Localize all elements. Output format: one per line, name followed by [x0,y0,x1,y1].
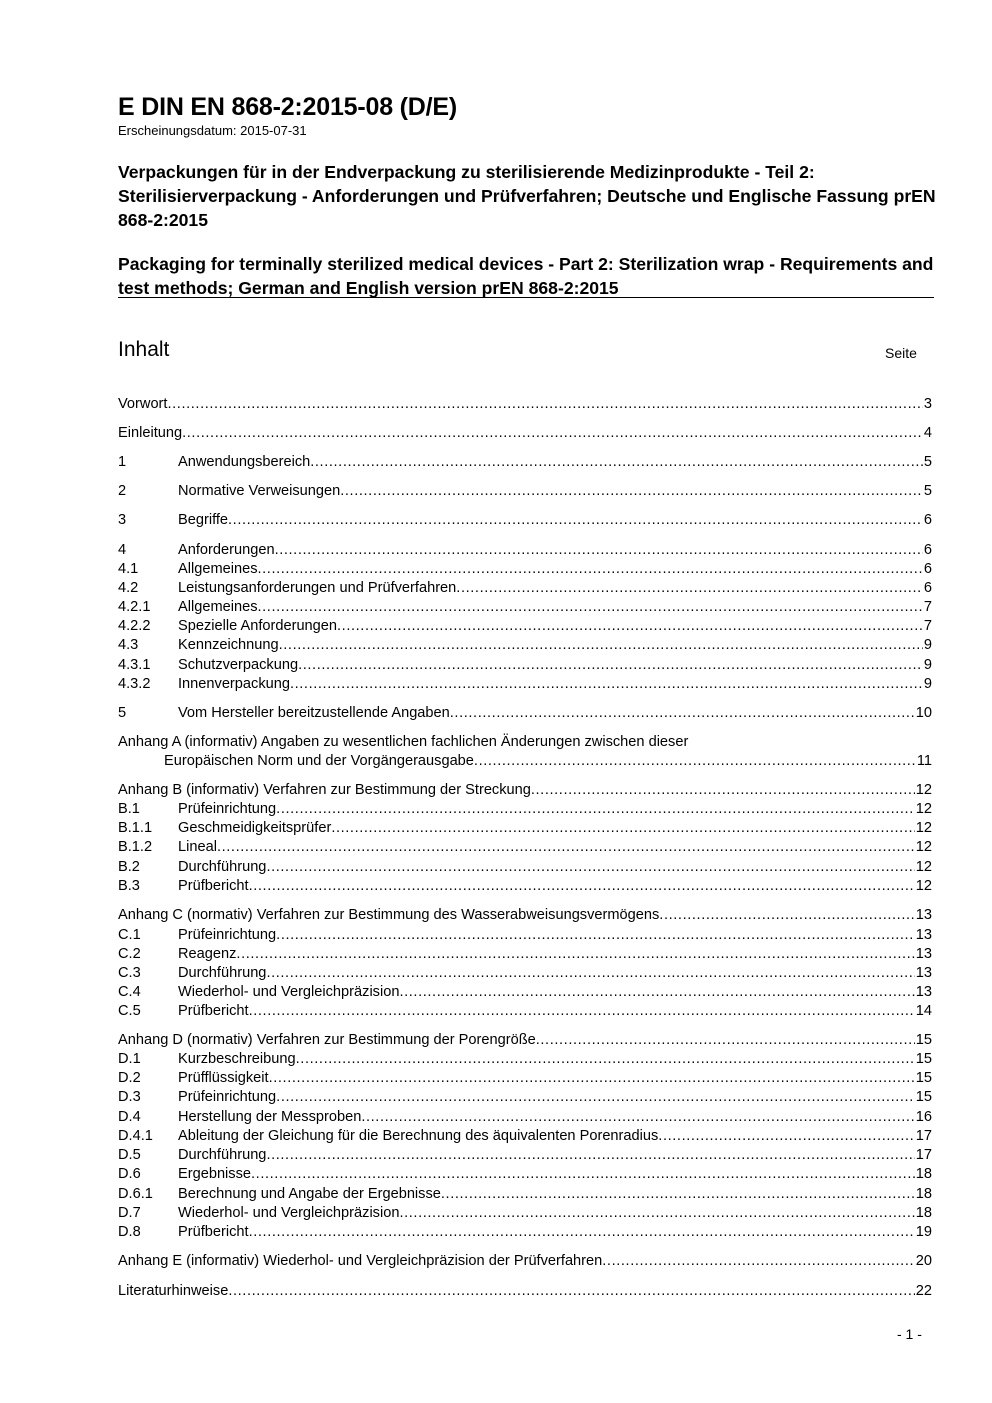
toc-entry[interactable] [118,579,932,598]
toc-entry[interactable] [118,424,932,443]
toc-entry[interactable] [118,906,932,925]
toc-entry[interactable] [118,1031,932,1050]
toc-entry-page: 13 [915,965,932,981]
toc-dot-leader [276,926,915,945]
toc-entry-page: 6 [923,580,932,596]
toc-entry-number: C.4 [118,984,141,1000]
toc-dot-leader [361,1108,914,1127]
toc-entry-title: Innenverpackung [178,676,290,692]
toc-entry-page: 12 [915,820,932,836]
toc-entry-number: B.1.2 [118,839,153,855]
toc-entry[interactable] [118,1069,932,1088]
toc-entry-title: Prüfbericht [178,1224,249,1240]
toc-dot-leader [228,1282,914,1301]
toc-entry[interactable] [118,1108,932,1127]
toc-entry-page: 9 [923,676,932,692]
toc-entry-number: D.6.1 [118,1186,153,1202]
toc-entry-title: Begriffe [178,512,229,528]
toc-entry-page: 13 [915,927,932,943]
toc-entry-page: 13 [915,946,932,962]
toc-entry-title-continued: Europäischen Norm und der Vorgängerausgabe [164,753,474,769]
toc-dot-leader [298,656,923,675]
toc-entry-page: 17 [915,1147,932,1163]
toc-dot-leader [290,675,923,694]
toc-entry[interactable] [118,733,932,752]
toc-entry-title: Schutzverpackung [178,657,299,673]
toc-dot-leader [249,877,915,896]
toc-entry-title: Allgemeines [178,561,258,577]
toc-entry[interactable] [118,704,932,723]
toc-entry[interactable] [118,636,932,655]
toc-dot-leader [279,636,923,655]
toc-entry-page: 14 [915,1003,932,1019]
toc-dot-leader [658,1127,914,1146]
toc-entry-title: Normative Verweisungen [178,483,341,499]
toc-entry-title: Berechnung und Angabe der Ergebnisse [178,1186,441,1202]
toc-entry-number: 4.2.1 [118,599,151,615]
toc-entry[interactable] [118,675,932,694]
toc-entry-number: C.2 [118,946,141,962]
toc-entry-number: 2 [118,483,127,499]
toc-entry-number: 4 [118,542,127,558]
toc-dot-leader [536,1031,915,1050]
toc-entry-title: Durchführung [178,859,267,875]
toc-entry[interactable] [118,560,932,579]
toc-entry-title: Prüfbericht [178,878,249,894]
toc-entry[interactable] [118,800,932,819]
toc-entry-page: 3 [923,396,932,412]
toc-entry[interactable] [118,1223,932,1242]
toc-entry-title: Reagenz [178,946,237,962]
document-id: E DIN EN 868-2:2015-08 (D/E) [118,93,457,121]
toc-dot-leader [441,1185,915,1204]
toc-entry-title: Anforderungen [178,542,275,558]
toc-entry-page: 15 [915,1070,932,1086]
toc-entry-title: Ergebnisse [178,1166,252,1182]
toc-entry-title: Anhang B (informativ) Verfahren zur Bestimmung der Streckung [118,782,531,798]
toc-entry-title: Prüfeinrichtung [178,927,277,943]
toc-entry-page: 12 [915,839,932,855]
toc-entry-title: Herstellung der Messproben [178,1109,362,1125]
toc-heading: Inhalt [118,338,170,361]
toc-entry-title: Spezielle Anforderungen [178,618,338,634]
toc-entry-title: Anhang E (informativ) Wiederhol- und Vergleichpräzision der Prüfverfahren [118,1253,603,1269]
toc-entry[interactable] [118,1050,932,1069]
toc-entry[interactable] [118,656,932,675]
toc-entry-page: 10 [915,705,932,721]
toc-entry[interactable] [118,1127,932,1146]
toc-dot-leader [167,395,922,414]
toc-entry[interactable] [118,511,932,530]
toc-dot-leader [659,906,914,925]
toc-entry-number: 4.2.2 [118,618,151,634]
toc-entry-page: 18 [915,1186,932,1202]
toc-entry[interactable] [118,598,932,617]
toc-entry[interactable] [118,1088,932,1107]
toc-entry-number: D.4 [118,1109,141,1125]
toc-dot-leader [236,945,914,964]
toc-dot-leader [276,800,915,819]
toc-dot-leader [266,1146,914,1165]
toc-dot-leader [474,752,916,771]
toc-entry-title: Einleitung [118,425,183,441]
toc-dot-leader [337,617,923,636]
toc-entry-title: Literaturhinweise [118,1283,229,1299]
toc-dot-leader [531,781,915,800]
toc-entry[interactable] [118,858,932,877]
toc-entry-title: Prüfflüssigkeit [178,1070,269,1086]
toc-entry-title: Durchführung [178,965,267,981]
toc-entry-page: 15 [915,1089,932,1105]
toc-entry-number: D.4.1 [118,1128,153,1144]
toc-dot-leader [602,1252,915,1271]
toc-entry-page: 6 [923,542,932,558]
toc-entry-page: 5 [923,483,932,499]
toc-entry-title: Prüfbericht [178,1003,249,1019]
publication-date: Erscheinungsdatum: 2015-07-31 [118,123,307,138]
toc-entry-page: 20 [915,1253,932,1269]
toc-entry[interactable] [118,877,932,896]
toc-entry-number: 4.3 [118,637,139,653]
toc-entry-page: 13 [915,984,932,1000]
toc-entry-page: 6 [923,512,932,528]
page-number: - 1 - [897,1326,922,1342]
toc-dot-leader [258,560,923,579]
toc-entry-number: D.8 [118,1224,141,1240]
toc-entry-title: Anhang D (normativ) Verfahren zur Bestimmung der Porengröße [118,1032,536,1048]
toc-entry-title: Wiederhol- und Vergleichpräzision [178,984,400,1000]
toc-entry-title: Prüfeinrichtung [178,1089,277,1105]
toc-entry[interactable] [118,1002,932,1021]
toc-entry[interactable] [118,617,932,636]
toc-entry-page: 18 [915,1205,932,1221]
toc-entry-title: Geschmeidigkeitsprüfer [178,820,332,836]
toc-page-column-heading: Seite [885,345,917,361]
toc-dot-leader [251,1165,915,1184]
toc-dot-leader [249,1002,915,1021]
toc-dot-leader [310,453,923,472]
toc-entry-page: 15 [915,1032,932,1048]
toc-entry-title: Kennzeichnung [178,637,279,653]
toc-entry-continuation[interactable] [118,752,932,771]
toc-dot-leader [456,579,923,598]
toc-entry-title: Allgemeines [178,599,258,615]
toc-entry[interactable] [118,453,932,472]
toc-entry-number: B.1 [118,801,140,817]
toc-dot-leader [340,482,923,501]
toc-entry-title: Anhang C (normativ) Verfahren zur Bestimmung des Wasserabweisungsvermögens [118,907,660,923]
toc-entry-page: 5 [923,454,932,470]
toc-dot-leader [276,1088,915,1107]
toc-entry-page: 4 [923,425,932,441]
toc-entry-number: 1 [118,454,127,470]
toc-dot-leader [258,598,923,617]
toc-entry[interactable] [118,1165,932,1184]
toc-entry-page: 16 [915,1109,932,1125]
toc-entry-title: Ableitung der Gleichung für die Berechnung des äquivalenten Porenradius [178,1128,659,1144]
toc-entry-number: 4.3.1 [118,657,151,673]
toc-entry[interactable] [118,482,932,501]
toc-dot-leader [399,1204,914,1223]
toc-entry-number: 4.1 [118,561,139,577]
toc-entry-number: 5 [118,705,127,721]
toc-entry[interactable] [118,964,932,983]
toc-entry-number: B.2 [118,859,140,875]
toc-entry-page: 7 [923,618,932,634]
toc-entry-page: 6 [923,561,932,577]
toc-entry[interactable] [118,541,932,560]
toc-entry-page: 9 [923,657,932,673]
toc-entry[interactable] [118,926,932,945]
toc-dot-leader [331,819,914,838]
toc-dot-leader [182,424,923,443]
toc-entry[interactable] [118,819,932,838]
toc-entry-page: 12 [915,878,932,894]
toc-entry-page: 13 [915,907,932,923]
toc-entry-number: 3 [118,512,127,528]
toc-entry-number: 4.3.2 [118,676,151,692]
title-english: Packaging for terminally sterilized medical devices - Part 2: Sterilization wrap - Requirements and test methods; German and English version prEN 868-2:2015 [118,254,934,298]
toc-entry-page: 12 [915,859,932,875]
toc-entry[interactable] [118,395,932,414]
toc-entry-title: Anhang A (informativ) Angaben zu wesentlichen fachlichen Änderungen zwischen dieser [118,734,689,750]
toc-entry[interactable] [118,1282,932,1301]
toc-entry-title: Leistungsanforderungen und Prüfverfahren [178,580,457,596]
toc-dot-leader [266,964,914,983]
toc-entry-number: D.2 [118,1070,141,1086]
toc-entry-page: 12 [915,782,932,798]
toc-dot-leader [266,858,914,877]
toc-entry-page: 17 [915,1128,932,1144]
toc-dot-leader [399,983,914,1002]
toc-entry-page: 18 [915,1166,932,1182]
toc-entry-page: 12 [915,801,932,817]
toc-entry-number: D.6 [118,1166,141,1182]
toc-entry-page: 22 [915,1283,932,1299]
toc-entry-number: D.7 [118,1205,141,1221]
toc-entry-page: 19 [915,1224,932,1240]
toc-entry-number: D.5 [118,1147,141,1163]
toc-entry[interactable] [118,781,932,800]
toc-entry-number: D.3 [118,1089,141,1105]
toc-dot-leader [450,704,915,723]
toc-entry-number: 4.2 [118,580,139,596]
toc-entry-number: D.1 [118,1051,141,1067]
toc-entry[interactable] [118,1146,932,1165]
toc-entry-page: 7 [923,599,932,615]
toc-dot-leader [228,511,923,530]
toc-dot-leader [217,838,915,857]
toc-entry-number: C.5 [118,1003,141,1019]
toc-entry[interactable] [118,1252,932,1271]
toc-entry-number: B.3 [118,878,140,894]
toc-entry-title: Kurzbeschreibung [178,1051,296,1067]
toc-entry-title: Durchführung [178,1147,267,1163]
toc-entry-number: B.1.1 [118,820,153,836]
toc-entry-title: Lineal [178,839,217,855]
toc-dot-leader [296,1050,915,1069]
toc-entry-title: Prüfeinrichtung [178,801,277,817]
toc-entry-title: Vom Hersteller bereitzustellende Angaben [178,705,450,721]
toc-entry-page: 11 [916,753,932,769]
title-divider [118,297,934,298]
toc-entry-page: 15 [915,1051,932,1067]
toc-entry[interactable] [118,945,932,964]
toc-entry-title: Wiederhol- und Vergleichpräzision [178,1205,400,1221]
toc-dot-leader [249,1223,915,1242]
toc-entry[interactable] [118,1185,932,1204]
toc-entry[interactable] [118,1204,932,1223]
toc-entry[interactable] [118,983,932,1002]
toc-dot-leader [269,1069,915,1088]
toc-entry-title: Vorwort [118,396,168,412]
toc-entry-number: C.3 [118,965,141,981]
toc-dot-leader [275,541,923,560]
toc-entry-page: 9 [923,637,932,653]
title-german: Verpackungen für in der Endverpackung zu sterilisierende Medizinprodukte - Teil 2: Sterilisierverpackung - Anforderungen und Prüfverfahren; Deutsche und Englische Fassung prEN 868-2:2015 [118,162,936,230]
toc-entry-number: C.1 [118,927,141,943]
toc-entry-title: Anwendungsbereich [178,454,311,470]
toc-entry[interactable] [118,838,932,857]
